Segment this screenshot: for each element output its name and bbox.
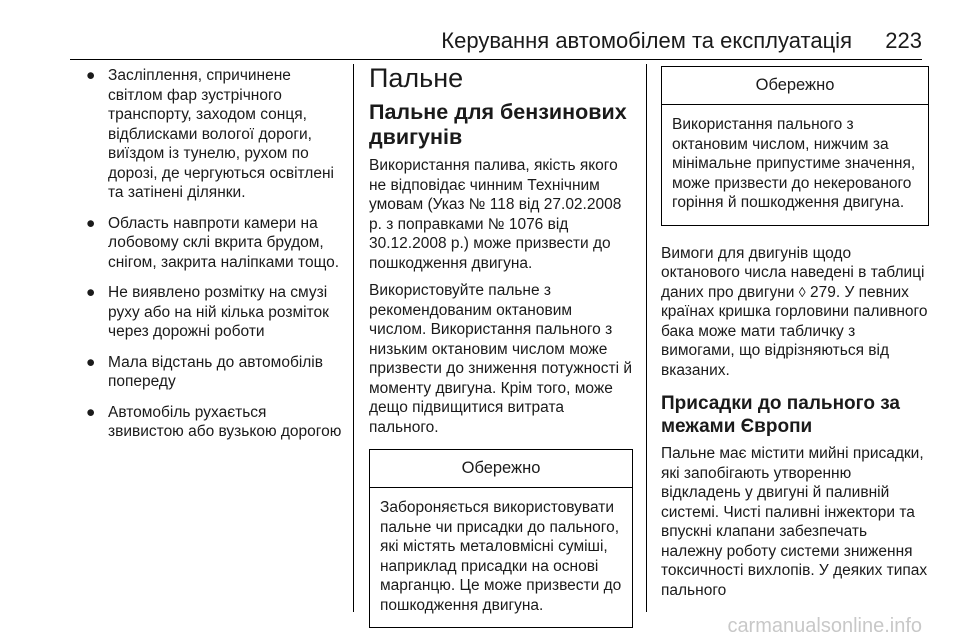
page-header-title: Керування автомобілем та експлуатація	[441, 28, 852, 53]
bullet-icon: ●	[86, 353, 96, 371]
list-item-text: Автомобіль рухається звивистою або вузькою дорогою	[108, 403, 342, 440]
reference-arrow-icon: ◊	[798, 283, 806, 300]
list-item-text: Мала відстань до автомобілів попереду	[108, 353, 323, 390]
list-item-text: Засліплення, спричинене світлом фар зустрічного транспорту, заходом сонця, відблисками вологої дороги, виїздом із тунелю, рухом по дорозі, де чергуються освітлені та затінені ділянки.	[108, 67, 334, 201]
caution-text: Забороняється використовувати пальне чи присадки до пального, які містять металовмісні суміші, наприклад присадки на основі марганцю. Це може призвести до пошкодження двигуна.	[380, 499, 622, 614]
caution-text: Використання пального з октановим числом, нижчим за мінімальне припустиме значення, може призвести до некерованого горіння й пошкодження двигуна.	[672, 116, 916, 211]
middle-column	[369, 62, 633, 628]
bullet-icon: ●	[86, 284, 96, 301]
subsection-title: Присадки до пального за межами Європи	[661, 393, 900, 437]
list-item	[80, 66, 342, 203]
caution-heading: Обережно	[662, 67, 928, 105]
header-divider	[70, 59, 922, 60]
conditions-list	[80, 66, 342, 442]
list-item-text: Не виявлено розмітку на смузі руху або на ній кілька розміток через дорожні роботи	[108, 284, 329, 340]
left-column	[80, 66, 342, 453]
list-item	[80, 403, 342, 442]
column-divider-2	[646, 64, 647, 612]
caution-box	[661, 66, 929, 226]
caution-box	[369, 449, 633, 628]
paragraph-text: . У певних країнах кришка горловини паливного бака може мати табличку з вимогами, що відрізняються від вказаних.	[661, 283, 928, 379]
subsection-title: Пальне для бензинових двигунів	[369, 100, 627, 149]
paragraph: Пальне має містити мийні присадки, які запобігають утворенню відкладень у двигуні й паливній системі. Чисті паливні інжектори та впускні клапани забезпечать належну роботу системи зниження токсичності вихлопів. У деяких типах пального	[661, 445, 928, 599]
list-item	[80, 283, 342, 342]
right-column	[661, 66, 929, 608]
list-item	[80, 214, 342, 273]
list-item-text: Область навпроти камери на лобовому склі вкрита брудом, снігом, закрита наліпками тощо.	[108, 214, 340, 271]
bullet-icon: ●	[86, 67, 96, 84]
page-number: 223	[885, 28, 922, 53]
section-title: Пальне	[369, 63, 464, 93]
page-header	[0, 0, 960, 58]
paragraph-text: Вимоги для двигунів щодо октанового числа наведені в таблиці даних про двигуни	[661, 244, 925, 301]
bullet-icon: ●	[86, 214, 96, 232]
bullet-icon: ●	[86, 403, 96, 421]
paragraph: Використання палива, якість якого не відповідає чинним Технічним умовам (Указ № 118 від 27.02.2008 р. з поправками № 1076 від 30.12.2008 р.) може призвести до пошкодження двигуна.	[369, 157, 622, 272]
watermark: carmanualsonline.info	[727, 615, 922, 637]
paragraph: Використовуйте пальне з рекомендованим октановим числом. Використання пального з низьким октановим числом може призвести до зниження потужності й моменту двигуна. Крім того, може дещо підвищитися витрата пального.	[369, 282, 633, 436]
column-divider-1	[353, 64, 354, 612]
caution-heading: Обережно	[370, 450, 632, 488]
paragraph	[661, 244, 929, 381]
page-reference-link[interactable]: 279	[810, 283, 836, 301]
list-item	[80, 353, 342, 392]
